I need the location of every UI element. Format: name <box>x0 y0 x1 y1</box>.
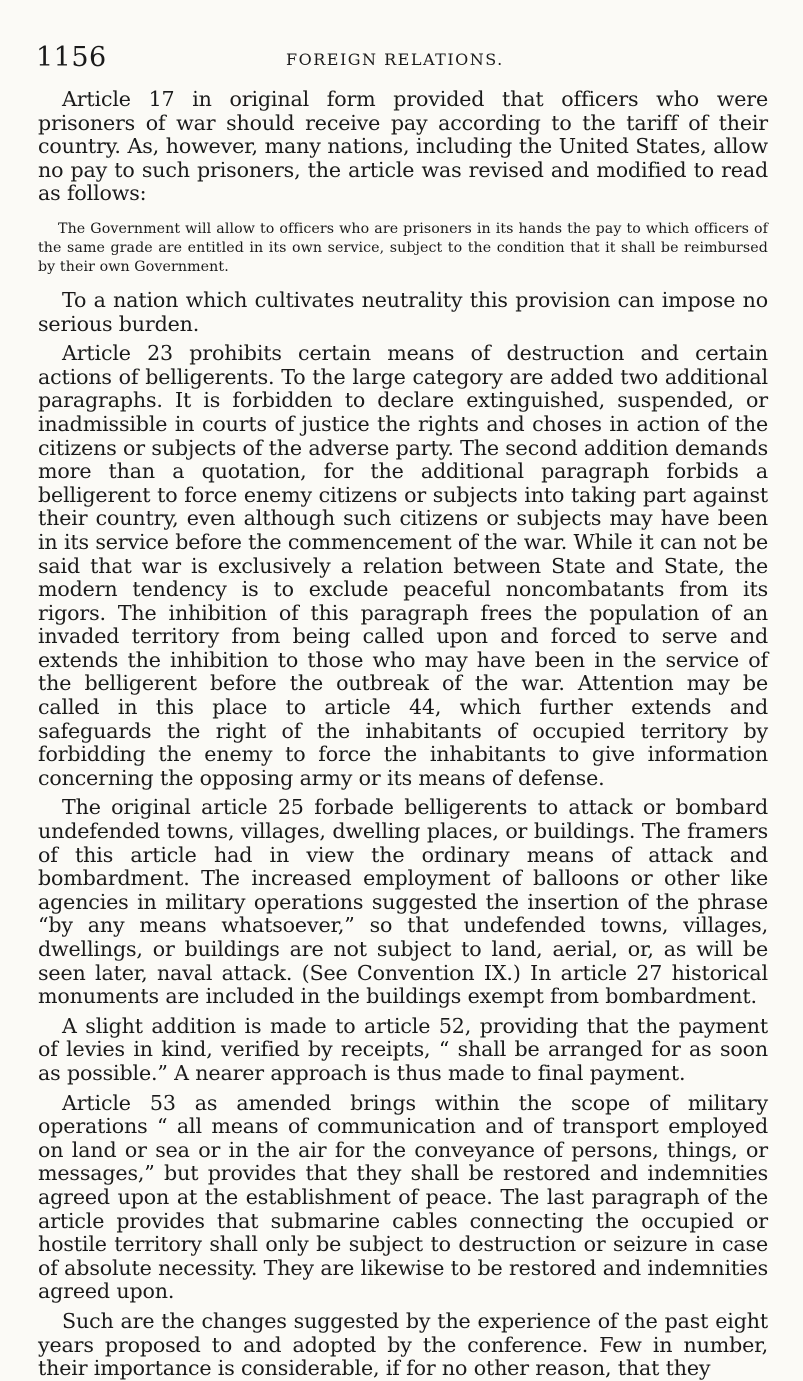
running-head: FOREIGN RELATIONS. <box>286 50 504 69</box>
paragraph-article-53: Article 53 as amended brings within the scope of military operations “ all means of communication and of transport employed on land or sea or in the air for the conveyance of persons, things, or messages,” but provides that they shall be restored and indemnities agreed upon at the establishment of peace. The last paragraph of the article provides that submarine cables connecting the occupied or hostile territory shall only be subject to destruction or seizure in case of absolute necessity. They are likewise to be restored and indemnities agreed upon. <box>38 1090 768 1304</box>
page-header <box>36 42 767 82</box>
paragraph-article-17: Article 17 in original form provided that officers who were prisoners of war should receive pay according to the tariff of their country. As, however, many nations, including the United States, allow no pay to such prisoners, the article was revised and modified to read as follows: <box>38 87 768 206</box>
block-quote: The Government will allow to officers who are prisoners in its hands the pay to which officers of the same grade are entitled in its own service, subject to the condition that it shall be reimbursed by their own Government. <box>38 220 768 275</box>
paragraph-conclusion: Such are the changes suggested by the experience of the past eight years proposed to and adopted by the conference. Few in number, their importance is considerable, if for no other reason, that they <box>38 1308 768 1381</box>
page-number: 1156 <box>36 42 107 73</box>
paragraph-article-23: Article 23 prohibits certain means of destruction and certain actions of belligerents. To the large category are added two additional paragraphs. It is forbidden to declare extinguished, suspended, or inadmissible in courts of justice the rights and choses in action of the citizens or subjects of the adverse party. The second addition demands more than a quotation, for the additional paragraph forbids a belligerent to force enemy citizens or subjects into taking part against their country, even although such citizens or subjects may have been in its service before the commencement of the war. While it can not be said that war is exclusively a relation between State and State, the modern tendency is to exclude peaceful noncombatants from its rigors. The inhibition of this paragraph frees the population of an invaded territory from being called upon and forced to serve and extends the inhibition to those who may have been in the service of the belligerent before the outbreak of the war. Attention may be called in this place to article 44, which further extends and safeguards the right of the inhabitants of occupied territory by forbidding the enemy to force the inhabitants to give information concerning the opposing army or its means of defense. <box>38 341 768 790</box>
page-body <box>38 88 768 1381</box>
paragraph-article-25: The original article 25 forbade belligerents to attack or bombard undefended towns, villages, dwelling places, or buildings. The framers of this article had in view the ordinary means of attack and bombardment. The increased employment of balloons or other like agencies in military operations suggested the insertion of the phrase “by any means whatsoever,” so that undefended towns, villages, dwellings, or buildings are not subject to land, aerial, or, as will be seen later, naval attack. (See Convention IX.) In article 27 historical monuments are included in the buildings exempt from bombardment. <box>38 795 768 1009</box>
paragraph-article-52: A slight addition is made to article 52, providing that the payment of levies in kind, verified by receipts, “ shall be arranged for as soon as possible.” A nearer approach is thus made to final payment. <box>38 1013 768 1085</box>
paragraph-neutrality: To a nation which cultivates neutrality this provision can impose no serious burden. <box>38 287 768 336</box>
